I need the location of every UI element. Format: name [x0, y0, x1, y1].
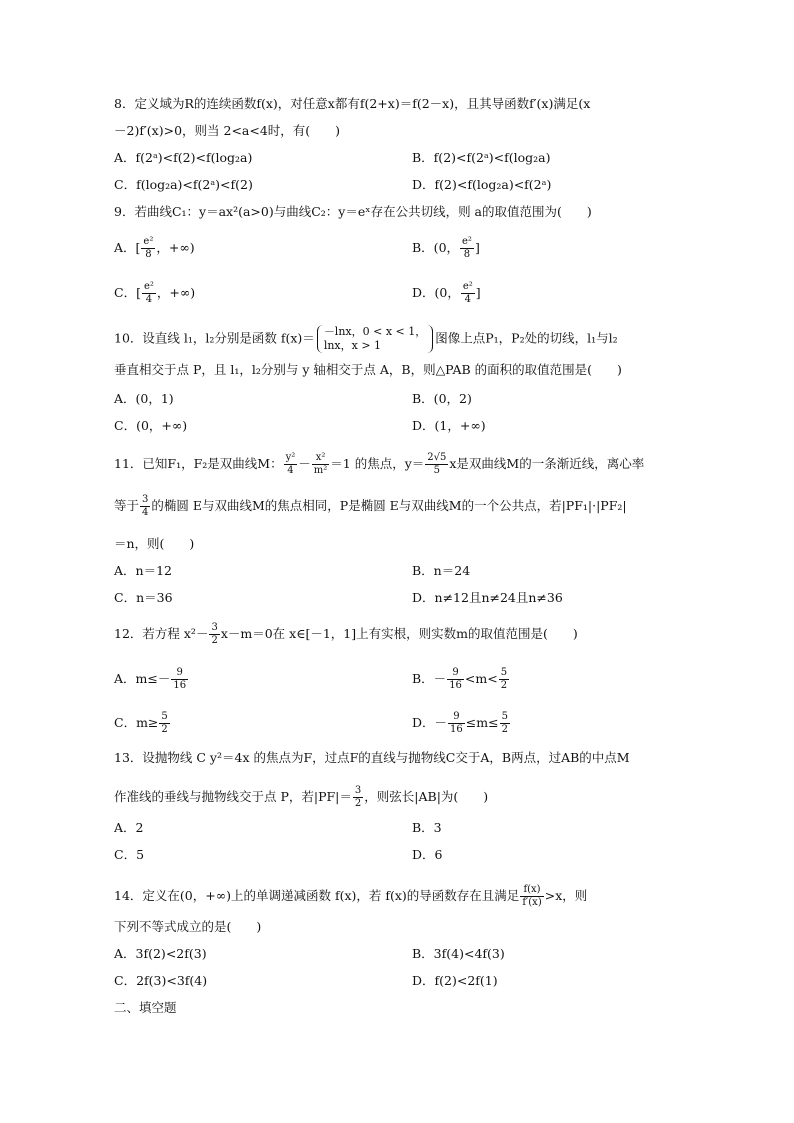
q8-stem-line1: 8．定义域为R的连续函数f(x)，对任意x都有f(2+x)＝f(2－x)，且其导函数f′(x)满足(x — [114, 96, 591, 111]
q10-option-c: C．(0，+∞) — [114, 418, 188, 433]
fraction: $\frac{3}{2}$ — [354, 785, 362, 809]
fraction: $\frac{\text{x²}}{\text{m²}}$ — [313, 452, 328, 476]
q12-option-b: B．－ $\frac{9}{16}$ <m< $\frac{5}{2}$ — [412, 667, 508, 691]
q13-option-a: A．2 — [114, 820, 144, 835]
q13-option-b: B．3 — [412, 820, 442, 835]
q13-option-d: D．6 — [412, 847, 443, 862]
q9-option-b: B．(0， $\frac{\text{e²}}{8}$ ] — [412, 236, 480, 260]
fraction: $\frac{3}{4}$ — [142, 494, 149, 518]
fraction: $\frac{\text{y²}}{4}$ — [285, 452, 296, 476]
q10-stem-line2: 垂直相交于点 P，且 l₁，l₂分别与 y 轴相交于点 A，B，则△PAB 的面积的取值范围是( ) — [114, 362, 622, 377]
q11-stem-line1: 11．已知F₁，F₂是双曲线M： $\frac{\text{y²}}{4}$ － $\frac{\text{x²}}{\text{m²}}$ ＝1 的焦点，y＝ $\frac{2√5}{5}$ x是双曲线M的一条渐近线，离心率 — [114, 452, 645, 476]
q10-option-b: B．(0，2) — [412, 391, 472, 406]
q13-option-c: C．5 — [114, 847, 145, 862]
fraction: $\frac{\text{e²}}{4}$ — [462, 281, 473, 305]
fraction: $\frac{9}{16}$ — [449, 667, 462, 691]
fraction: $\frac{9}{16}$ — [173, 667, 187, 691]
section-title: 二、填空题 — [114, 1000, 177, 1015]
piecewise-brace: －lnx，0 < x < 1， lnx，x > 1 — [317, 325, 433, 353]
q14-option-b: B．3f(4)<4f(3) — [412, 946, 505, 961]
q14-option-c: C．2f(3)<3f(4) — [114, 973, 208, 988]
q14-option-d: D．f(2)<2f(1) — [412, 973, 498, 988]
q9-option-a: A．[ $\frac{\text{e²}}{8}$ ，+∞) — [114, 236, 195, 260]
q8-option-c: C．f(log₂a)<f(2ᵃ)<f(2) — [114, 177, 253, 192]
fraction: $\frac{5}{2}$ — [500, 667, 508, 691]
q11-option-b: B．n＝24 — [412, 563, 471, 578]
fraction: $\frac{5}{2}$ — [501, 711, 508, 735]
q10-option-d: D．(1，+∞) — [412, 418, 486, 433]
fraction: $\frac{5}{2}$ — [161, 711, 168, 735]
q12-stem: 12．若方程 x²－ $\frac{3}{2}$ x－m＝0在 x∈[－1，1]上有实根，则实数m的取值范围是( ) — [114, 622, 578, 646]
q11-option-c: C．n＝36 — [114, 590, 173, 605]
q9-option-c: C．[ $\frac{\text{e²}}{4}$ ，+∞) — [114, 281, 196, 305]
fraction: $\frac{\text{e²}}{4}$ — [143, 281, 154, 305]
q8-option-d: D．f(2)<f(log₂a)<f(2ᵃ) — [412, 177, 552, 192]
q11-stem-line2: 等于 $\frac{3}{4}$ 的椭圆 E与双曲线M的焦点相同，P是椭圆 E与双曲线M的一个公共点，若|PF₁|·|PF₂| — [114, 494, 627, 518]
fraction: $\frac{f(x)}{f'(x)}$ — [522, 884, 542, 908]
q14-stem-line1: 14．定义在(0，+∞)上的单调递减函数 f(x)，若 f(x)的导函数存在且满足 $\frac{f(x)}{f'(x)}$ >x，则 — [114, 884, 588, 908]
q9-option-d: D．(0， $\frac{\text{e²}}{4}$ ] — [412, 281, 481, 305]
q14-option-a: A．3f(2)<2f(3) — [114, 946, 207, 961]
q8-stem-line2: －2)f′(x)>0，则当 2<a<4时，有( ) — [114, 123, 341, 138]
q14-stem-line2: 下列不等式成立的是( ) — [114, 919, 262, 934]
fraction: $\frac{\text{e²}}{8}$ — [143, 236, 154, 260]
q13-stem-line1: 13．设抛物线 C y²＝4x 的焦点为F，过点F的直线与抛物线C交于A，B两点，过AB的中点M — [114, 750, 630, 765]
q13-stem-line2: 作准线的垂线与抛物线交于点 P，若|PF|＝ $\frac{3}{2}$ ，则弦长|AB|为( ) — [114, 785, 489, 809]
q11-option-d: D．n≠12且n≠24且n≠36 — [412, 590, 563, 605]
q9-stem: 9．若曲线C₁：y＝ax²(a>0)与曲线C₂：y＝eˣ存在公共切线，则 a的取值范围为( ) — [114, 204, 592, 219]
q10-option-a: A．(0，1) — [114, 391, 174, 406]
fraction: $\frac{\text{e²}}{8}$ — [462, 236, 472, 260]
fraction: $\frac{3}{2}$ — [211, 622, 218, 646]
q8-option-a: A．f(2ᵃ)<f(2)<f(log₂a) — [114, 150, 253, 165]
q8-option-b: B．f(2)<f(2ᵃ)<f(log₂a) — [412, 150, 551, 165]
q11-option-a: A．n＝12 — [114, 563, 172, 578]
q10-stem-line1: 10．设直线 l₁，l₂分别是函数 f(x)＝ －lnx，0 < x < 1， lnx，x > 1 图像上点P₁，P₂处的切线，l₁与l₂ — [114, 325, 618, 352]
q12-option-d: D．－ $\frac{9}{16}$ ≤m≤ $\frac{5}{2}$ — [412, 711, 508, 735]
q12-option-c: C．m≥ $\frac{5}{2}$ — [114, 711, 168, 735]
q11-stem-line3: ＝n，则( ) — [114, 536, 195, 551]
q12-option-a: A．m≤－ $\frac{9}{16}$ — [114, 667, 187, 691]
fraction: $\frac{2√5}{5}$ — [427, 452, 447, 476]
fraction: $\frac{9}{16}$ — [450, 711, 463, 735]
